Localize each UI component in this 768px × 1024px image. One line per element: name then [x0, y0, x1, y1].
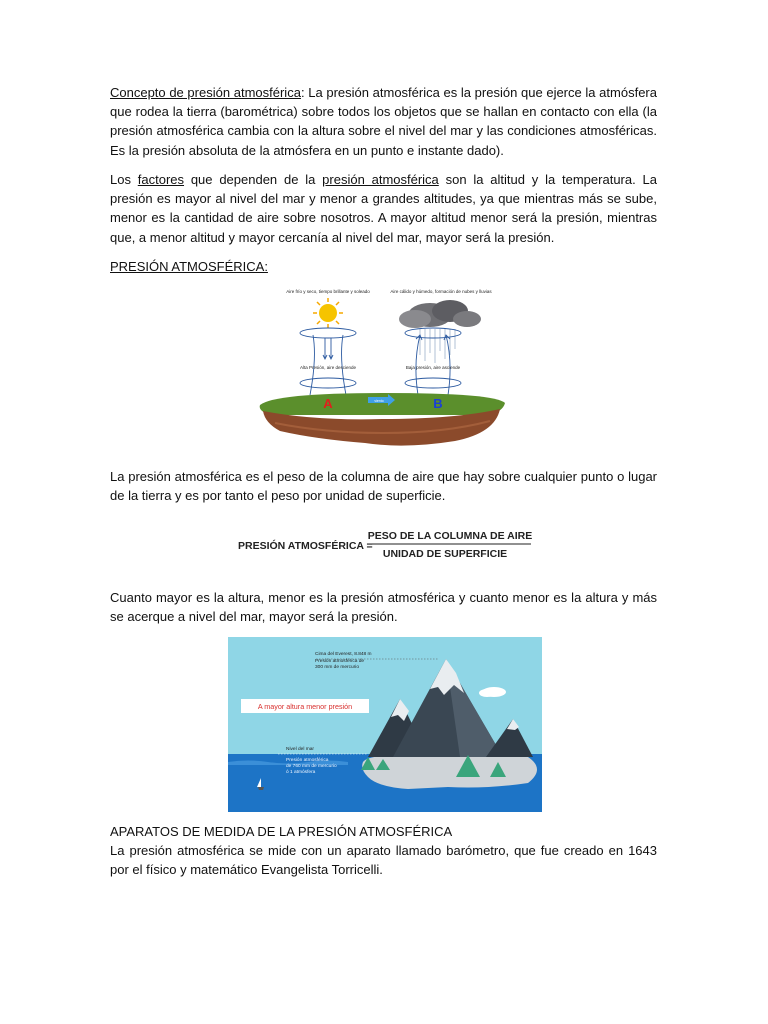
altitude-banner: A mayor altura menor presión [257, 702, 353, 711]
peak-label-3: 300 mm de mercurio [315, 665, 359, 670]
factors-text-b: que dependen de la [184, 172, 323, 187]
factors-text-a: Los [110, 172, 138, 187]
sea-label-1: Nivel del mar [286, 747, 314, 752]
weight-paragraph [110, 467, 657, 505]
barometer-paragraph [110, 841, 657, 879]
peak-label-2: Presión atmosférica de [315, 659, 365, 664]
factors-paragraph [110, 170, 657, 247]
altitude-text: Cuanto mayor es la altura, menor es la presión atmosférica y cuanto menor es la altura y más se acerque a nivel del mar, mayor será la presión. [110, 590, 657, 625]
section-heading-presion: PRESIÓN ATMOSFÉRICA: [110, 259, 268, 274]
barometer-text: La presión atmosférica se mide con un aparato llamado barómetro, que fue creado en 1643 por el físico y matemático Evangelista Torricelli. [110, 843, 657, 878]
definition-text: La presión atmosférica es la presión que ejerce la atmósfera que rodea la tierra (barométrica) sobre todos los objetos que se hallan en contacto con ella (la presión atmosférica cambia con la altura sobre el nivel del mar y las condiciones atmosféricas. Es la presión absoluta de la atmósfera en un punto e instante dado). [110, 85, 657, 158]
definition-colon: : [300, 85, 305, 100]
sea-label-3: de 760 mm de mercurio [286, 764, 337, 769]
right-top-label: Aire cálido y húmedo, formación de nubes y lluvias [390, 289, 492, 294]
label-a: A [323, 396, 333, 411]
island [362, 754, 537, 789]
formula-numerator: PESO DE LA COLUMNA DE AIRE [367, 530, 533, 542]
left-mid-label: Alta Presión, aire desciende [299, 365, 357, 370]
formula-denominator: UNIDAD DE SUPERFICIE [382, 548, 508, 560]
peak-label-1: Cima del Everest, 8.848 m [315, 652, 372, 657]
section-heading-aparatos: APARATOS DE MEDIDA DE LA PRESIÓN ATMOSFÉRICA [110, 824, 453, 839]
wind-label: viento [374, 399, 384, 403]
altitude-illustration [228, 637, 542, 812]
pressure-formula [235, 520, 535, 564]
weight-text: La presión atmosférica es el peso de la columna de aire que hay sobre cualquier punto o lugar de la tierra y es por tanto el peso por unidad de superficie. [110, 469, 657, 504]
definition-paragraph [110, 83, 657, 160]
label-b: B [433, 396, 443, 411]
pressure-diagram [255, 283, 510, 453]
altitude-paragraph [110, 588, 657, 626]
sea-label-4: ó 1 atmósfera [286, 770, 316, 775]
factors-text-c: son la altitud y la temperatura. La presión es mayor al nivel del mar y menor a grandes altitudes, ya que mientras más se sube, menor es la cantidad de aire sobre nosotros. A mayor altitud menor será la presión, mientras que, a menor altitud y mayor cercanía al nivel del mar, mayor será la presión. [110, 172, 657, 245]
definition-term: Concepto de presión atmosférica [110, 85, 301, 100]
right-mid-label: Baja presión, aire asciende [405, 365, 461, 370]
factores-term: factores [137, 172, 185, 187]
sea-label-2: Presión atmosférica [286, 758, 329, 763]
left-top-label: Aire frío y seco, tiempo brillante y soleado [286, 289, 370, 294]
formula-lhs: PRESIÓN ATMOSFÉRICA = [238, 540, 373, 552]
presion-term: presión atmosférica [322, 172, 439, 187]
